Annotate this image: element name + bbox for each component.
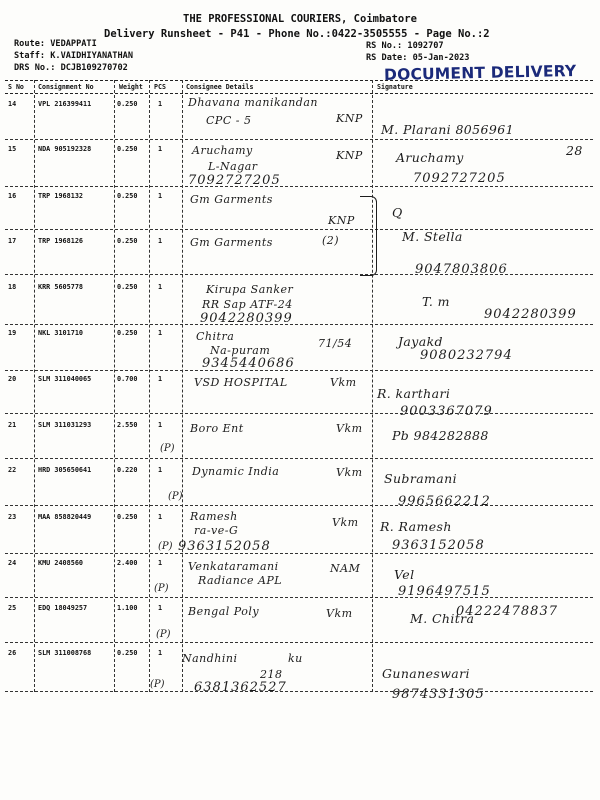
- row-pcs: 1: [158, 421, 163, 429]
- row-pcs: 1: [158, 329, 163, 337]
- consignee-area: Vkm: [332, 516, 359, 529]
- recipient-signature: M. Chitra: [410, 611, 475, 626]
- row-weight: 0.220: [117, 466, 138, 474]
- divider: [372, 80, 373, 692]
- row-consignment: KRR 5605778: [38, 283, 84, 291]
- consignee-area: Vkm: [326, 607, 353, 620]
- row-separator: [5, 458, 593, 459]
- row-weight: 0.250: [117, 237, 138, 245]
- consignee-phone: 7092727205: [188, 173, 281, 188]
- row-separator: [5, 324, 593, 325]
- consignee-name: Venkataramani: [188, 560, 279, 573]
- row-sno: 21: [8, 421, 17, 429]
- consignee-area: Vkm: [336, 422, 363, 435]
- row-weight: 0.250: [117, 145, 138, 153]
- row-pcs: 1: [158, 283, 163, 291]
- row-weight: 0.250: [117, 329, 138, 337]
- row-weight: 1.100: [117, 604, 138, 612]
- row-separator: [5, 691, 593, 692]
- recipient-phone: 9042280399: [484, 307, 577, 322]
- row-sno: 16: [8, 192, 17, 200]
- row-weight: 0.250: [117, 649, 138, 657]
- row-sno: 19: [8, 329, 17, 337]
- p-mark: (P): [158, 541, 173, 552]
- row-consignment: HRD 305650641: [38, 466, 92, 474]
- row-pcs: 1: [158, 375, 163, 383]
- row-pcs: 1: [158, 649, 163, 657]
- col-consignment: Consignment No: [38, 83, 94, 91]
- row-consignment: TRP 1968126: [38, 237, 84, 245]
- consignee-name: Ramesh: [190, 510, 238, 523]
- divider: [114, 80, 115, 692]
- recipient-phone: 9363152058: [392, 538, 485, 553]
- consignee-area: Vkm: [330, 376, 357, 389]
- row-sno: 26: [8, 649, 17, 657]
- row-consignment: TRP 1968132: [38, 192, 84, 200]
- row-weight: 0.250: [117, 283, 138, 291]
- consignee-phone: 9363152058: [178, 539, 271, 554]
- consignee-area: Vkm: [336, 466, 363, 479]
- divider: [34, 80, 35, 692]
- row-separator: [5, 186, 593, 187]
- recipient-phone: 9080232794: [420, 348, 513, 363]
- company-title: THE PROFESSIONAL COURIERS, Coimbatore: [183, 13, 417, 25]
- row-separator: [5, 413, 593, 414]
- document-delivery-stamp: DOCUMENT DELIVERY: [383, 61, 577, 85]
- consignee-line: Radiance APL: [198, 574, 283, 587]
- row-pcs: 1: [158, 100, 163, 108]
- row-sno: 22: [8, 466, 17, 474]
- consignee-phone: 9345440686: [202, 356, 295, 371]
- recipient-mark: Q: [392, 205, 403, 220]
- row-sno: 14: [8, 100, 17, 108]
- row-consignment: MAA 858820449: [38, 513, 92, 521]
- consignee-line: RR Sap ATF-24: [202, 298, 293, 311]
- row-pcs: 1: [158, 237, 163, 245]
- row-pcs: 1: [158, 604, 163, 612]
- p-mark: (P): [150, 679, 165, 690]
- row-sno: 23: [8, 513, 17, 521]
- consignee-line: CPC - 5: [206, 114, 252, 127]
- row-separator: [5, 597, 593, 598]
- row-pcs: 1: [158, 192, 163, 200]
- recipient-signature: T. m: [422, 294, 450, 309]
- consignee-area: KNP: [336, 112, 363, 125]
- consignee-area: KNP: [328, 214, 355, 227]
- consignee-name: Dynamic India: [192, 465, 280, 478]
- row-pcs: 1: [158, 466, 163, 474]
- recipient-phone: 9196497515: [398, 584, 491, 599]
- recipient-phone: 9965662212: [398, 494, 491, 509]
- row-consignment: SLM 311008768: [38, 649, 92, 657]
- recipient-signature: M. Stella: [402, 229, 463, 244]
- consignee-line: 218: [260, 668, 283, 681]
- col-consignee: Consignee Details: [186, 83, 254, 91]
- row-sno: 17: [8, 237, 17, 245]
- p-mark: (P): [160, 443, 175, 454]
- recipient-signature: R. Ramesh: [380, 519, 452, 534]
- rs-number: RS No.: 1092707: [366, 41, 444, 51]
- row-consignment: SLM 311040065: [38, 375, 92, 383]
- row-pcs: 1: [158, 559, 163, 567]
- consignee-area: KNP: [336, 149, 363, 162]
- table-header: [5, 80, 593, 94]
- runsheet-title: Delivery Runsheet - P41 - Phone No.:0422-3505555 - Page No.:2: [104, 28, 490, 40]
- p-mark: (P): [154, 583, 169, 594]
- row-consignment: NDA 905192328: [38, 145, 92, 153]
- consignee-name: Bengal Poly: [188, 605, 260, 618]
- row-consignment: EDQ 18049257: [38, 604, 88, 612]
- consignee-name: VSD HOSPITAL: [194, 376, 288, 389]
- recipient-phone: 7092727205: [413, 171, 506, 186]
- row-consignment: NKL 3101710: [38, 329, 84, 337]
- row-weight: 0.700: [117, 375, 138, 383]
- consignee-area: ku: [288, 652, 303, 665]
- recipient-signature: Pb 984282888: [392, 428, 489, 443]
- consignee-line: Na-puram: [210, 344, 271, 357]
- row-weight: 2.550: [117, 421, 138, 429]
- row-separator: [5, 370, 593, 371]
- recipient-signature: Subramani: [384, 471, 457, 486]
- row-separator: [5, 139, 593, 140]
- recipient-signature: Jayakd: [398, 334, 443, 349]
- recipient-signature: R. karthari: [377, 386, 451, 401]
- col-signature: Signature: [377, 83, 413, 91]
- consignee-area: 71/54: [318, 337, 353, 350]
- recipient-signature: M. Plarani 8056961: [381, 122, 514, 137]
- rs-date: RS Date: 05-Jan-2023: [366, 53, 470, 63]
- consignee-area: NAM: [330, 562, 361, 575]
- consignee-name: Chitra: [196, 330, 235, 343]
- recipient-phone: 9047803806: [415, 262, 508, 277]
- row-separator: [5, 229, 593, 230]
- consignee-name: Boro Ent: [190, 422, 244, 435]
- consignee-line: ra-ve-G: [194, 524, 239, 537]
- staff-label: Staff: K.VAIDHIYANATHAN: [14, 51, 133, 61]
- consignee-name: Dhavana manikandan: [188, 96, 318, 109]
- row-weight: 0.250: [117, 100, 138, 108]
- col-weight: Weight: [119, 83, 143, 91]
- recipient-phone: 9003367079: [400, 404, 493, 419]
- consignee-phone: 6381362527: [194, 680, 287, 695]
- row-sno: 18: [8, 283, 17, 291]
- recipient-signature: Gunaneswari: [382, 666, 470, 681]
- consignee-name: Nandhini: [182, 652, 238, 665]
- drs-number: DRS No.: DCJB109270702: [14, 63, 128, 73]
- row-separator: [5, 642, 593, 643]
- col-sno: S No: [8, 83, 24, 91]
- recipient-signature: Aruchamy: [396, 150, 464, 165]
- consignee-name: Kirupa Sanker: [206, 283, 294, 296]
- grouping-bracket: [360, 196, 377, 276]
- row-weight: 0.250: [117, 192, 138, 200]
- row-consignment: KMU 2408560: [38, 559, 84, 567]
- consignee-line: L-Nagar: [208, 160, 258, 173]
- row-weight: 0.250: [117, 513, 138, 521]
- divider: [182, 80, 183, 692]
- recipient-phone: 9874331305: [392, 687, 485, 702]
- route-label: Route: VEDAPPATI: [14, 39, 97, 49]
- row-sno: 24: [8, 559, 17, 567]
- p-mark: (P): [156, 629, 171, 640]
- p-mark: (P): [168, 491, 183, 502]
- divider: [149, 80, 150, 692]
- row-sno: 15: [8, 145, 17, 153]
- recipient-signature: Vel: [394, 567, 415, 582]
- row-weight: 2.400: [117, 559, 138, 567]
- consignee-name: Gm Garments: [190, 236, 273, 249]
- row-sno: 20: [8, 375, 17, 383]
- row-consignment: SLM 311031293: [38, 421, 92, 429]
- circled-count: (2): [322, 234, 340, 247]
- row-pcs: 1: [158, 145, 163, 153]
- recipient-phone: 04222478837: [456, 604, 558, 619]
- row-sno: 25: [8, 604, 17, 612]
- consignee-phone: 9042280399: [200, 311, 293, 326]
- col-pcs: PCS: [154, 83, 166, 91]
- recipient-note: 28: [566, 143, 583, 158]
- row-separator: [5, 553, 593, 554]
- row-separator: [5, 505, 593, 506]
- consignee-name: Gm Garments: [190, 193, 273, 206]
- consignee-name: Aruchamy: [192, 144, 253, 157]
- row-consignment: VPL 216399411: [38, 100, 92, 108]
- row-pcs: 1: [158, 513, 163, 521]
